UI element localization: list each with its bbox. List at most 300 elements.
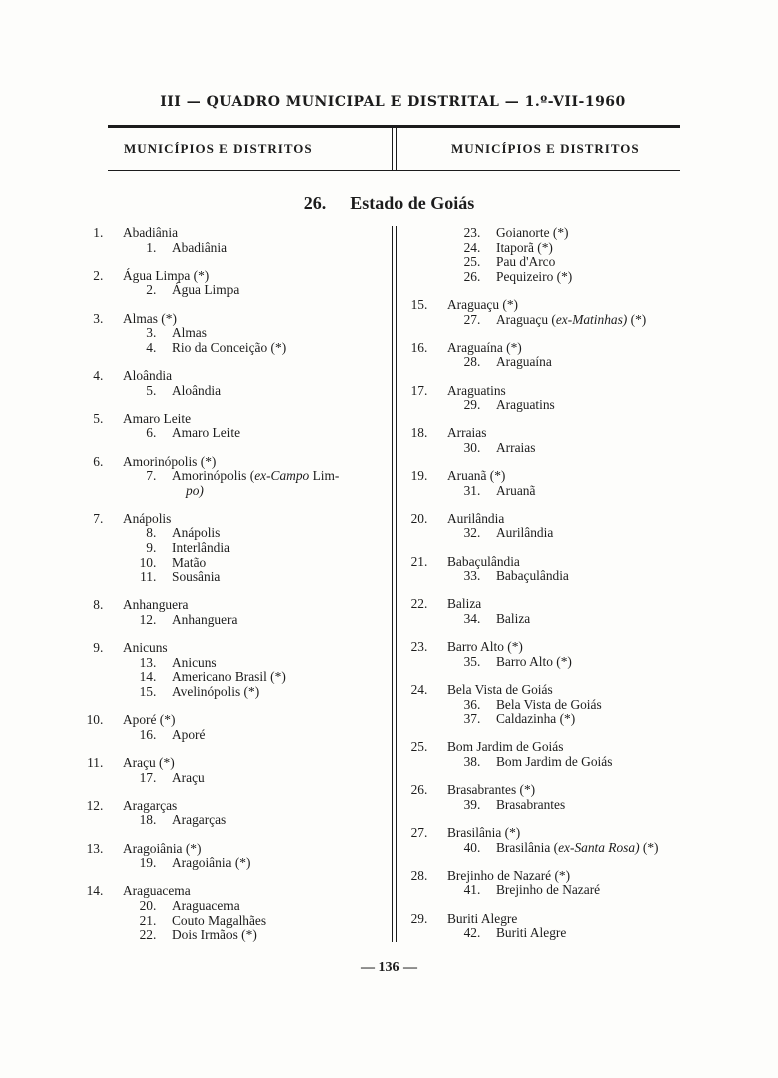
- district-name-text: Aruanã: [496, 482, 536, 498]
- district-name-text: Amorinópolis (: [172, 468, 255, 484]
- column-divider: [392, 226, 397, 942]
- district-name: [172, 541, 230, 556]
- number-dot: .: [100, 225, 104, 240]
- district-name-text: Arraias: [496, 439, 536, 455]
- district-name: [496, 655, 572, 670]
- district-number: 9: [146, 540, 153, 556]
- municipality-name: Aruanã (*): [447, 468, 506, 484]
- column-heading-left: MUNICÍPIOS E DISTRITOS: [124, 141, 313, 156]
- district-name: [172, 813, 226, 828]
- district-line: [404, 255, 714, 270]
- district-name: [496, 926, 566, 941]
- municipality-name: Araguatins: [447, 382, 506, 398]
- municipality-entry: [404, 226, 714, 284]
- district-name-text: Americano Brasil (*): [172, 669, 286, 685]
- municipality-number: 23: [410, 639, 424, 655]
- municipality-name: Aloândia: [123, 367, 173, 383]
- municipality-name: Araguaçu (*): [447, 296, 519, 312]
- municipality-entry: [404, 826, 714, 855]
- district-name-text: Anápolis: [172, 525, 221, 541]
- district-number: 33: [463, 568, 477, 584]
- municipality-number: 1: [93, 225, 100, 240]
- municipality-name: Brejinho de Nazaré (*): [447, 867, 571, 883]
- municipality-name: Araguaína (*): [447, 339, 522, 355]
- district-name-text: Aragoiânia (*): [172, 855, 251, 871]
- number-dot: .: [100, 367, 104, 383]
- district-number: 19: [139, 855, 153, 871]
- municipality-number: 14: [86, 883, 100, 899]
- number-dot: .: [424, 296, 428, 312]
- municipality-entry: [80, 756, 385, 785]
- district-name-text: Babaçulândia: [496, 568, 569, 584]
- municipality-number: 8: [93, 597, 100, 613]
- district-number: 1: [146, 239, 153, 255]
- municipality-number: 27: [410, 824, 424, 840]
- district-number: 40: [463, 839, 477, 855]
- district-line: [80, 928, 385, 943]
- district-name-suffix: Lim-: [309, 468, 340, 484]
- district-line: [404, 883, 714, 898]
- district-line: [80, 670, 385, 685]
- district-name-text: Brasabrantes: [496, 796, 566, 812]
- district-number: 31: [463, 482, 477, 498]
- district-line: [80, 384, 385, 399]
- district-line: [404, 355, 714, 370]
- district-name-text: Araguaína: [496, 354, 552, 370]
- municipality-number: 18: [410, 425, 424, 441]
- municipality-number: 15: [410, 296, 424, 312]
- municipality-entry: [80, 884, 385, 942]
- district-name: [496, 841, 659, 856]
- number-dot: .: [153, 897, 157, 913]
- number-dot: .: [424, 739, 428, 755]
- municipality-line: [80, 269, 385, 284]
- number-dot: .: [100, 797, 104, 813]
- district-number: 41: [463, 882, 477, 898]
- municipality-number: 20: [410, 510, 424, 526]
- district-name: [496, 255, 555, 270]
- municipality-line: [80, 369, 385, 384]
- municipality-line: [80, 512, 385, 527]
- district-name: [172, 384, 221, 399]
- district-line: [80, 426, 385, 441]
- district-name-text: Bom Jardim de Goiás: [496, 753, 613, 769]
- district-name-text: Aporé: [172, 726, 206, 742]
- district-name: [496, 313, 646, 328]
- municipality-entry: [404, 426, 714, 455]
- municipality-name: Almas (*): [123, 310, 177, 326]
- district-name: [172, 613, 237, 628]
- municipality-entry: [80, 799, 385, 828]
- district-name: [172, 728, 205, 743]
- district-number: 38: [463, 753, 477, 769]
- district-number: 3: [146, 325, 153, 341]
- number-dot: .: [153, 468, 157, 484]
- number-dot: .: [153, 554, 157, 570]
- district-number: 32: [463, 525, 477, 541]
- district-number: 35: [463, 653, 477, 669]
- municipality-entry: [80, 512, 385, 585]
- district-name: [496, 526, 553, 541]
- municipality-entry: [80, 369, 385, 398]
- number-dot: .: [100, 597, 104, 613]
- district-line: [80, 241, 385, 256]
- district-line: [80, 556, 385, 571]
- number-dot: .: [100, 453, 104, 469]
- district-name-text: Araguacema: [172, 897, 240, 913]
- municipality-line: [80, 842, 385, 857]
- district-name: [172, 656, 217, 671]
- number-dot: .: [477, 796, 481, 812]
- district-name-text: Abadiânia: [172, 239, 228, 255]
- district-line: [80, 914, 385, 929]
- number-dot: .: [153, 654, 157, 670]
- district-name: [496, 698, 602, 713]
- district-name: [496, 798, 565, 813]
- district-number: 34: [463, 611, 477, 627]
- municipality-name: Arraias: [447, 425, 487, 441]
- district-line: [404, 755, 714, 770]
- district-line: [80, 813, 385, 828]
- municipality-line: [404, 683, 714, 698]
- municipality-line: [80, 884, 385, 899]
- district-name: [172, 670, 286, 685]
- number-dot: .: [153, 525, 157, 541]
- number-dot: .: [424, 510, 428, 526]
- municipality-number: 24: [410, 682, 424, 697]
- district-name: [496, 712, 575, 727]
- number-dot: .: [153, 239, 157, 255]
- municipality-line: [404, 740, 714, 755]
- municipality-line: [404, 869, 714, 884]
- municipality-line: [80, 598, 385, 613]
- district-number: 36: [463, 696, 477, 712]
- district-name-text: Couto Magalhães: [172, 912, 267, 928]
- number-dot: .: [100, 712, 104, 728]
- district-line: [80, 326, 385, 341]
- district-number: 7: [146, 468, 153, 484]
- number-dot: .: [477, 397, 481, 413]
- municipality-number: 17: [410, 382, 424, 398]
- district-name: [172, 856, 250, 871]
- number-dot: .: [477, 839, 481, 855]
- number-dot: .: [477, 268, 481, 284]
- number-dot: .: [153, 382, 157, 398]
- number-dot: .: [153, 855, 157, 871]
- municipality-entry: [404, 783, 714, 812]
- page-number: — 136 —: [361, 960, 417, 975]
- number-dot: .: [424, 682, 428, 697]
- district-name-text: Anhanguera: [172, 612, 238, 628]
- number-dot: .: [153, 684, 157, 699]
- district-name: [172, 556, 206, 571]
- number-dot: .: [424, 824, 428, 840]
- number-dot: .: [153, 425, 157, 441]
- number-dot: .: [100, 754, 104, 770]
- district-number: 15: [139, 684, 153, 699]
- district-number: 18: [139, 812, 153, 828]
- number-dot: .: [424, 468, 428, 484]
- municipality-entry: [404, 683, 714, 727]
- municipality-entry: [404, 912, 714, 941]
- district-line: [404, 526, 714, 541]
- district-number: 14: [139, 669, 153, 685]
- district-number: 29: [463, 397, 477, 413]
- municipality-entry: [404, 512, 714, 541]
- former-name: ex-Matinhas): [555, 311, 628, 327]
- number-dot: .: [424, 910, 428, 926]
- number-dot: .: [424, 382, 428, 398]
- number-dot: .: [424, 782, 428, 798]
- municipality-number: 21: [410, 553, 424, 569]
- municipality-line: [404, 469, 714, 484]
- district-name-text: Aragarças: [172, 812, 227, 828]
- municipality-line: [404, 783, 714, 798]
- right-column: [404, 226, 714, 954]
- district-line: [404, 841, 714, 856]
- district-line: [404, 712, 714, 727]
- municipality-name: Bom Jardim de Goiás: [447, 739, 564, 755]
- district-number: 39: [463, 796, 477, 812]
- district-name: [496, 355, 552, 370]
- district-name-suffix: (*): [639, 839, 659, 855]
- municipality-entry: [80, 312, 385, 356]
- number-dot: .: [477, 653, 481, 669]
- number-dot: .: [477, 254, 481, 270]
- district-line: [80, 685, 385, 700]
- district-line: [80, 613, 385, 628]
- district-name-text: Caldazinha (*): [496, 711, 576, 727]
- municipality-number: 11: [87, 754, 100, 770]
- district-name-text: Araguatins: [496, 397, 555, 413]
- state-title: [0, 193, 778, 214]
- municipality-entry: [404, 384, 714, 413]
- number-dot: .: [153, 540, 157, 556]
- district-line: [404, 698, 714, 713]
- district-name-text: Pau d'Arco: [496, 254, 556, 270]
- municipality-number: 9: [93, 640, 100, 656]
- district-name: [496, 398, 555, 413]
- municipality-name: Amaro Leite: [123, 410, 192, 426]
- municipality-name: Baliza: [447, 596, 482, 612]
- district-name-text: Amaro Leite: [172, 425, 241, 441]
- district-number: 28: [463, 354, 477, 370]
- municipality-name: Anicuns: [123, 640, 168, 656]
- district-line: [80, 570, 385, 585]
- district-line: [80, 541, 385, 556]
- municipality-line: [404, 298, 714, 313]
- district-name: [496, 883, 600, 898]
- municipality-name: Anhanguera: [123, 597, 189, 613]
- district-name: [172, 914, 266, 929]
- number-dot: .: [477, 239, 481, 255]
- district-line: [80, 341, 385, 356]
- district-number: 37: [463, 711, 477, 727]
- district-name: [172, 469, 339, 484]
- district-line: [404, 241, 714, 256]
- municipality-name: Brasilânia (*): [447, 824, 521, 840]
- district-line: [80, 656, 385, 671]
- district-line: [80, 728, 385, 743]
- district-name: [496, 484, 535, 499]
- number-dot: .: [100, 510, 104, 526]
- municipality-entry: [80, 641, 385, 699]
- left-column: [80, 226, 385, 956]
- municipality-line: [404, 555, 714, 570]
- municipality-number: 4: [93, 367, 100, 383]
- district-name-continuation: po): [186, 482, 204, 498]
- district-name: [172, 341, 286, 356]
- district-line: [404, 798, 714, 813]
- municipality-number: 5: [93, 410, 100, 426]
- municipality-entry: [404, 341, 714, 370]
- number-dot: .: [153, 669, 157, 685]
- municipality-name: Buriti Alegre: [447, 910, 518, 926]
- district-name-text: Baliza: [496, 611, 531, 627]
- number-dot: .: [100, 840, 104, 856]
- district-name: [496, 612, 530, 627]
- municipality-name: Anápolis: [123, 510, 172, 526]
- district-name-text: Goianorte (*): [496, 225, 569, 240]
- municipality-line: [80, 412, 385, 427]
- municipality-entry: [404, 869, 714, 898]
- municipality-name: Araçu (*): [123, 754, 175, 770]
- municipality-entry: [80, 598, 385, 627]
- district-number: 22: [139, 927, 153, 943]
- district-line: [404, 270, 714, 285]
- district-line: [404, 398, 714, 413]
- municipality-name: Aurilândia: [447, 510, 505, 526]
- number-dot: .: [100, 883, 104, 899]
- number-dot: .: [477, 225, 481, 240]
- district-name-text: Água Limpa: [172, 282, 240, 298]
- municipality-line: [404, 384, 714, 399]
- district-number: 10: [139, 554, 153, 570]
- municipality-name: Araguacema: [123, 883, 191, 899]
- municipality-number: 26: [410, 782, 424, 798]
- number-dot: .: [477, 611, 481, 627]
- column-heading-right: MUNICÍPIOS E DISTRITOS: [451, 141, 640, 156]
- former-name: ex-Campo: [254, 468, 310, 484]
- municipality-number: 7: [93, 510, 100, 526]
- number-dot: .: [477, 568, 481, 584]
- municipality-entry: [80, 842, 385, 871]
- number-dot: .: [100, 640, 104, 656]
- number-dot: .: [153, 325, 157, 341]
- district-line: [404, 569, 714, 584]
- number-dot: .: [100, 410, 104, 426]
- district-name-text: Sousânia: [172, 569, 221, 585]
- district-name: [496, 441, 535, 456]
- number-dot: .: [477, 696, 481, 712]
- district-name: [172, 426, 240, 441]
- number-dot: .: [477, 482, 481, 498]
- number-dot: .: [153, 769, 157, 785]
- municipality-number: 29: [410, 910, 424, 926]
- municipality-name: Abadiânia: [123, 225, 179, 240]
- district-number: 8: [146, 525, 153, 541]
- district-line: [404, 484, 714, 499]
- municipality-line: [404, 597, 714, 612]
- district-name: [172, 928, 257, 943]
- number-dot: .: [100, 310, 104, 326]
- district-number: 42: [463, 925, 477, 941]
- municipality-entry: [404, 740, 714, 769]
- district-name: [172, 570, 220, 585]
- municipality-number: 13: [86, 840, 100, 856]
- district-line: [80, 771, 385, 786]
- municipality-line: [80, 455, 385, 470]
- municipality-name: Aragarças: [123, 797, 178, 813]
- state-name: Estado de Goiás: [350, 193, 475, 213]
- municipality-line: [404, 341, 714, 356]
- number-dot: .: [477, 525, 481, 541]
- state-number: 26.: [303, 193, 327, 213]
- number-dot: .: [153, 912, 157, 928]
- municipality-entry: [404, 298, 714, 327]
- number-dot: .: [424, 867, 428, 883]
- number-dot: .: [153, 282, 157, 298]
- district-name-text: Bela Vista de Goiás: [496, 696, 602, 712]
- header-column-divider: [392, 128, 397, 170]
- municipality-line: [404, 640, 714, 655]
- municipality-entry: [80, 713, 385, 742]
- number-dot: .: [153, 927, 157, 943]
- municipality-line: [404, 912, 714, 927]
- district-number: 30: [463, 439, 477, 455]
- district-number: 2: [146, 282, 153, 298]
- district-line: [404, 441, 714, 456]
- municipality-number: 19: [410, 468, 424, 484]
- district-name: [172, 771, 205, 786]
- district-number: 13: [139, 654, 153, 670]
- district-number: 16: [139, 726, 153, 742]
- municipality-entry: [404, 555, 714, 584]
- district-line: [80, 469, 385, 484]
- district-name-text: Anicuns: [172, 654, 217, 670]
- municipality-line: [80, 756, 385, 771]
- municipality-name: Babaçulândia: [447, 553, 520, 569]
- district-name-text: Brasilânia (: [496, 839, 559, 855]
- municipality-number: 22: [410, 596, 424, 612]
- district-name-text: Dois Irmãos (*): [172, 927, 257, 943]
- number-dot: .: [477, 354, 481, 370]
- number-dot: .: [424, 425, 428, 441]
- district-name-text: Rio da Conceição (*): [172, 339, 287, 355]
- municipality-number: 6: [93, 453, 100, 469]
- municipality-name: Aragoiânia (*): [123, 840, 202, 856]
- district-name-text: Araçu: [172, 769, 205, 785]
- municipality-line: [80, 226, 385, 241]
- district-number: 23: [463, 225, 477, 240]
- municipality-line: [404, 426, 714, 441]
- district-number: 24: [463, 239, 477, 255]
- number-dot: .: [153, 339, 157, 355]
- municipality-line: [404, 826, 714, 841]
- district-number: 27: [463, 311, 477, 327]
- municipality-line: [80, 799, 385, 814]
- district-name-text: Pequizeiro (*): [496, 268, 573, 284]
- district-number: 21: [139, 912, 153, 928]
- district-line: [404, 313, 714, 328]
- municipality-entry: [80, 455, 385, 499]
- district-name: [172, 685, 259, 700]
- district-name-text: Avelinópolis (*): [172, 684, 260, 699]
- municipality-name: Aporé (*): [123, 712, 176, 728]
- district-number: 11: [140, 569, 153, 585]
- district-number: 5: [146, 382, 153, 398]
- municipality-number: 3: [93, 310, 100, 326]
